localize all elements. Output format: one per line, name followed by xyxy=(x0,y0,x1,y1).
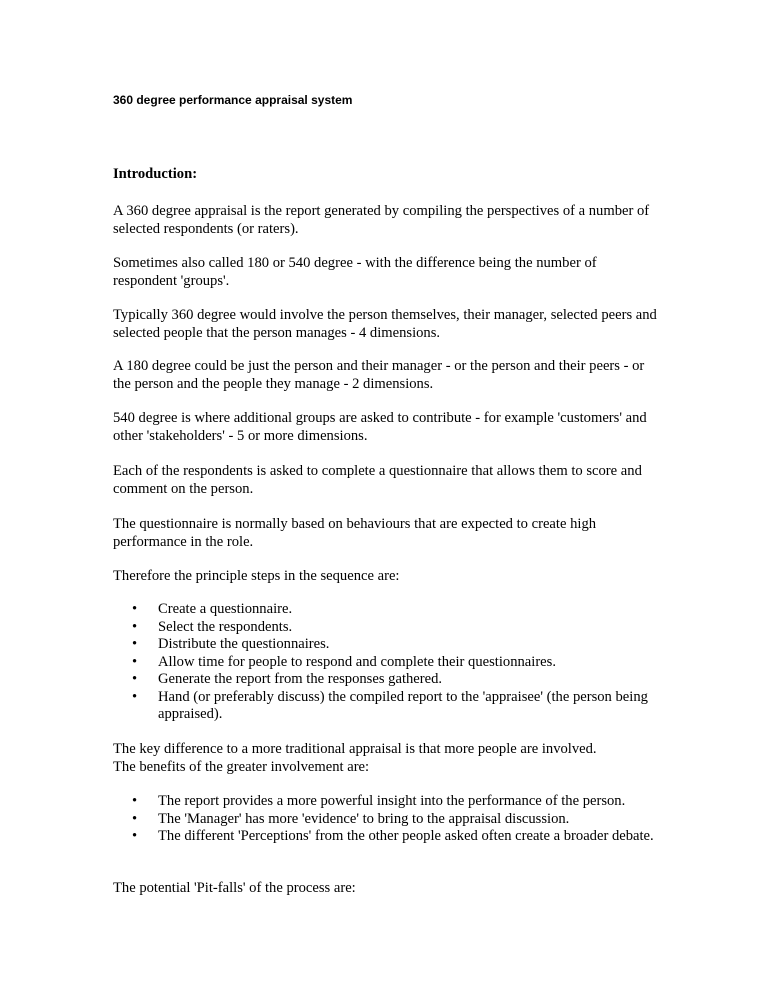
paragraph-540: 540 degree is where additional groups are asked to contribute - for example 'customers' and other 'stakeholders' - 5 or more dimensions. xyxy=(113,410,647,444)
paragraph-difference xyxy=(113,741,658,776)
list-item-text: Allow time for people to respond and complete their questionnaires. xyxy=(158,653,556,670)
list-item xyxy=(113,828,658,846)
bullet-icon: • xyxy=(132,688,138,705)
paragraph-steps-intro: Therefore the principle steps in the sequence are: xyxy=(113,568,400,584)
paragraph-definition: A 360 degree appraisal is the report generated by compiling the perspectives of a number of selected respondents (or raters). xyxy=(113,203,650,237)
bullet-icon: • xyxy=(132,671,138,687)
list-item xyxy=(113,671,658,689)
list-item-text: The 'Manager' has more 'evidence' to bring to the appraisal discussion. xyxy=(158,810,570,827)
list-item xyxy=(113,811,658,829)
list-item-text: Create a questionnaire. xyxy=(158,601,293,617)
paragraph-pitfalls-intro: The potential 'Pit-falls' of the process are: xyxy=(113,880,356,896)
paragraph-respondents: Each of the respondents is asked to complete a questionnaire that allows them to score and comment on the person. xyxy=(113,463,642,497)
bullet-icon: • xyxy=(132,828,138,844)
bullet-icon: • xyxy=(132,636,138,652)
bullet-icon: • xyxy=(132,793,138,809)
list-item xyxy=(113,601,658,619)
paragraph-180: A 180 degree could be just the person and their manager - or the person and their peers - or the person and the people they manage - 2 dimensions. xyxy=(113,358,645,392)
list-item-text: The report provides a more powerful insight into the performance of the person. xyxy=(158,793,626,809)
list-item-text: The different 'Perceptions' from the other people asked often create a broader debate. xyxy=(158,828,654,844)
list-item-text: Distribute the questionnaires. xyxy=(158,636,330,652)
bullet-icon: • xyxy=(132,618,138,635)
steps-list xyxy=(113,601,658,724)
list-item-text: Select the respondents. xyxy=(158,618,293,635)
bullet-icon: • xyxy=(132,601,138,617)
difference-line-1: The key difference to a more traditional appraisal is that more people are involved. xyxy=(113,741,597,757)
list-item xyxy=(113,654,658,672)
document-title: 360 degree performance appraisal system xyxy=(113,93,353,107)
list-item xyxy=(113,793,658,811)
document-page xyxy=(113,0,658,994)
list-item xyxy=(113,619,658,637)
difference-line-2: The benefits of the greater involvement are: xyxy=(113,758,370,775)
paragraph-variants: Sometimes also called 180 or 540 degree - with the difference being the number of respondent 'groups'. xyxy=(113,255,597,289)
paragraph-questionnaire: The questionnaire is normally based on behaviours that are expected to create high performance in the role. xyxy=(113,516,597,550)
section-heading: Introduction: xyxy=(113,166,198,182)
list-item-text: Generate the report from the responses gathered. xyxy=(158,671,443,687)
list-item xyxy=(113,636,658,654)
list-item-text: Hand (or preferably discuss) the compiled report to the 'appraisee' (the person being appraised). xyxy=(158,688,648,722)
bullet-icon: • xyxy=(132,653,138,670)
benefits-list xyxy=(113,793,658,846)
paragraph-360: Typically 360 degree would involve the person themselves, their manager, selected peers and selected people that the person manages - 4 dimensions. xyxy=(113,307,657,341)
bullet-icon: • xyxy=(132,810,138,827)
list-item xyxy=(113,689,658,724)
